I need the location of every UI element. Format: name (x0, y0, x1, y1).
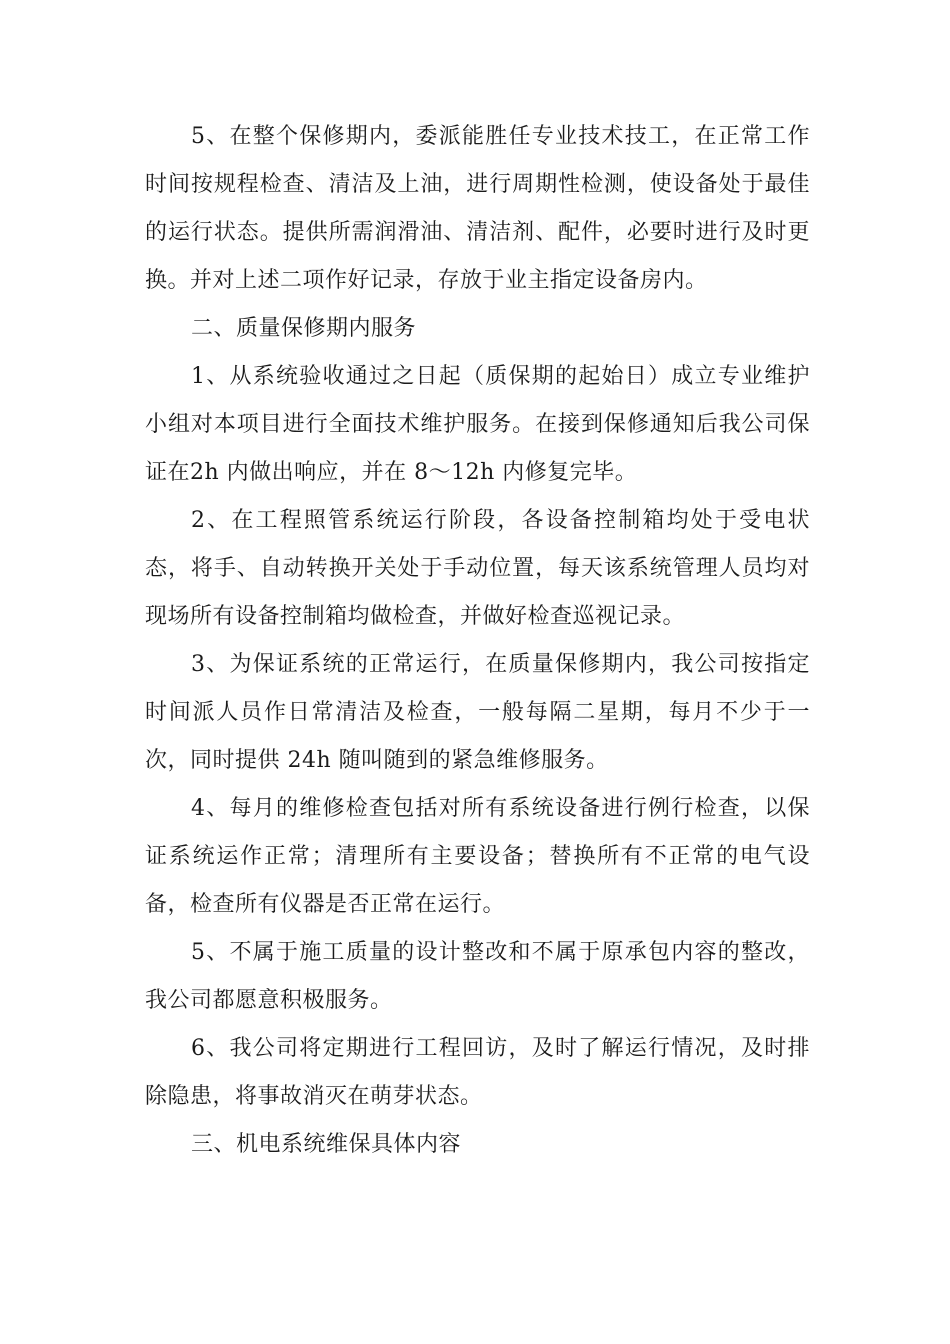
paragraph-item-2-control-boxes: 2、在工程照管系统运行阶段，各设备控制箱均处于受电状态，将手、自动转换开关处于手动位置，每天该系统管理人员均对现场所有设备控制箱均做检查，并做好检查巡视记录。 (145, 508, 810, 629)
paragraph-item-5-design-changes: 5、不属于施工质量的设计整改和不属于原承包内容的整改，我公司都愿意积极服务。 (145, 940, 810, 1013)
paragraph-item-4-monthly-inspection: 4、每月的维修检查包括对所有系统设备进行例行检查，以保证系统运作正常；清理所有主要设备；替换所有不正常的电气设备，检查所有仪器是否正常在运行。 (145, 796, 810, 917)
paragraph-item-6-return-visits: 6、我公司将定期进行工程回访，及时了解运行情况，及时排除隐患，将事故消灭在萌芽状态。 (145, 1036, 810, 1109)
document-body (145, 113, 810, 1169)
paragraph-item-1-maintenance-team: 1、从系统验收通过之日起（质保期的起始日）成立专业维护小组对本项目进行全面技术维护服务。在接到保修通知后我公司保证在2h 内做出响应，并在 8～12h 内修复完毕。 (145, 364, 810, 485)
section-heading-warranty-service: 二、质量保修期内服务 (191, 316, 417, 341)
paragraph-item-3-routine-cleaning: 3、为保证系统的正常运行，在质量保修期内，我公司按指定时间派人员作日常清洁及检查，一般每隔二星期，每月不少于一次，同时提供 24h 随叫随到的紧急维修服务。 (145, 652, 810, 773)
section-heading-mep-maintenance: 三、机电系统维保具体内容 (191, 1132, 462, 1157)
paragraph-item-5-maintenance: 5、在整个保修期内，委派能胜任专业技术技工，在正常工作时间按规程检查、清洁及上油，进行周期性检测，使设备处于最佳的运行状态。提供所需润滑油、清洁剂、配件，必要时进行及时更换。并对上述二项作好记录，存放于业主指定设备房内。 (145, 124, 810, 293)
